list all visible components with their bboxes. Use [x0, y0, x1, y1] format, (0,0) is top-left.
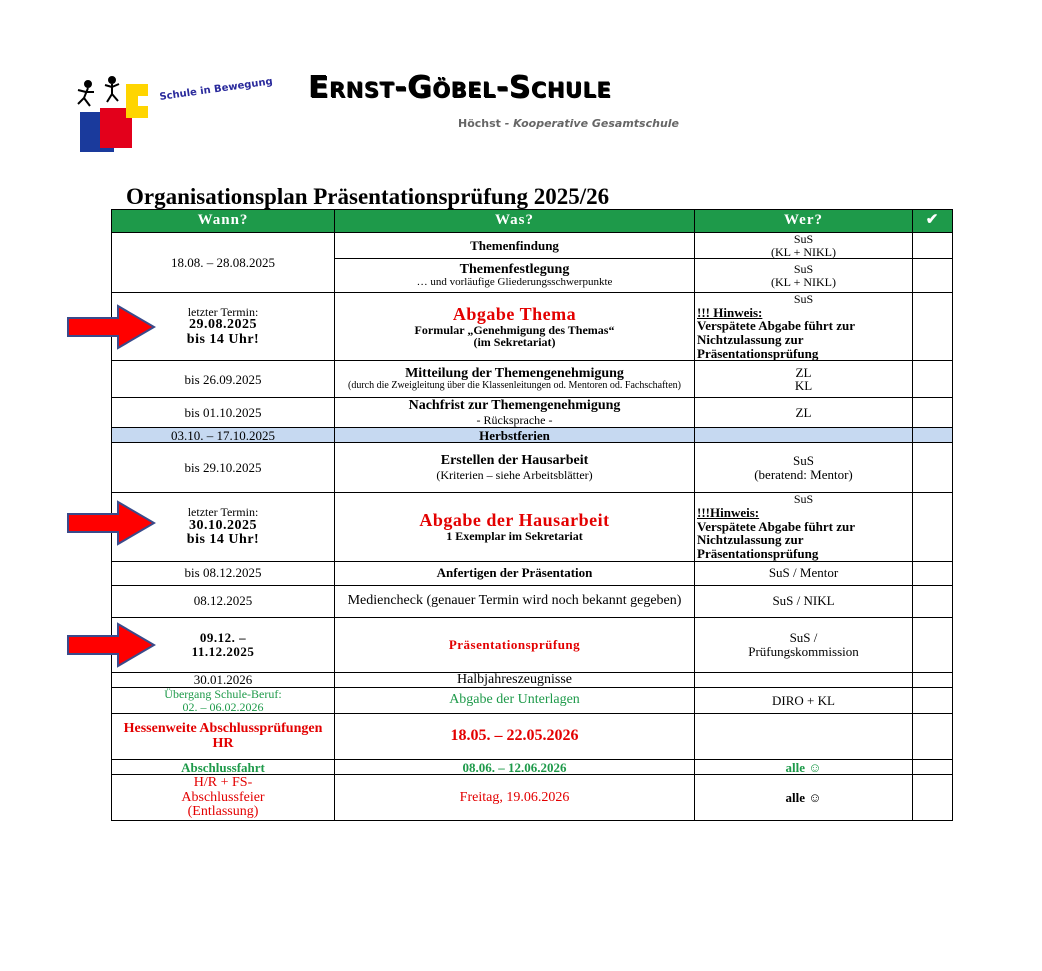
cell-wann: H/R + FS- Abschlussfeier (Entlassung): [112, 775, 335, 821]
red-arrow-icon: [66, 304, 156, 350]
task-subtitle: (Kriterien – siehe Arbeitsblätter): [436, 467, 593, 482]
deadline-time: bis 14 Uhr!: [186, 332, 260, 348]
cell-check: [913, 361, 953, 398]
cell-was: [335, 493, 695, 561]
cell-wer: [695, 672, 913, 688]
cell-was: 18.05. – 22.05.2026: [335, 714, 695, 760]
task-subtitle: (im Sekretariat): [473, 335, 556, 350]
task-title: Abgabe Thema: [452, 303, 577, 324]
document-title: Organisationsplan Präsentationsprüfung 2025/26: [126, 184, 610, 209]
cell-was: Herbstferien: [335, 428, 695, 443]
logo-slogan: Schule in Bewegung: [158, 76, 274, 103]
cell-wann: Hessenweite Abschlussprüfungen HR: [112, 714, 335, 760]
cell-wer: ZL: [695, 398, 913, 428]
cell-wer: SuS / Prüfungskommission: [695, 617, 913, 672]
task-title: Themenfestlegung: [459, 261, 570, 277]
cell-wer: [695, 493, 913, 561]
cell-was: 08.06. – 12.06.2026: [335, 760, 695, 775]
task-title: Nachfrist zur Themengenehmigung: [408, 398, 621, 414]
cell-wer: SuS (KL + NIKL): [695, 233, 913, 259]
cell-check: [913, 760, 953, 775]
deadline-time: bis 14 Uhr!: [186, 532, 260, 548]
cell-wann: 18.08. – 28.08.2025: [112, 233, 335, 293]
wer-value: SuS: [793, 292, 814, 307]
table-row: [112, 714, 953, 760]
cell-was: Präsentationsprüfung: [335, 617, 695, 672]
cell-check: [913, 493, 953, 561]
cell-was: [335, 443, 695, 493]
school-logo: [68, 70, 288, 154]
red-arrow-icon: [66, 622, 156, 668]
hint-text: Verspätete Abgabe führt zur Nichtzulassung zur Präsentationsprüfung: [697, 518, 855, 561]
cell-wer: alle ☺: [695, 775, 913, 821]
cell-wann: 30.01.2026: [112, 672, 335, 688]
deadline-date: 30.10.2025: [189, 517, 257, 533]
cell-wer: SuS (beratend: Mentor): [695, 443, 913, 493]
red-arrow-icon: [66, 500, 156, 546]
column-header-wann: Wann?: [112, 210, 335, 233]
table-row: [112, 493, 953, 561]
table-row: [112, 617, 953, 672]
cell-was: Mediencheck (genauer Termin wird noch bekannt gegeben): [335, 585, 695, 617]
cell-check: [913, 688, 953, 714]
wer-value: SuS: [793, 492, 814, 507]
cell-wer: ZL KL: [695, 361, 913, 398]
cell-check: [913, 293, 953, 361]
column-header-check: [913, 210, 953, 233]
cell-check: [913, 428, 953, 443]
cell-wann: bis 26.09.2025: [112, 361, 335, 398]
cell-wer: SuS / Mentor: [695, 561, 913, 585]
cell-wer: [695, 714, 913, 760]
organisation-plan-table: [111, 209, 953, 821]
cell-wann: 03.10. – 17.10.2025: [112, 428, 335, 443]
cell-wer: SuS / NIKL: [695, 585, 913, 617]
cell-wann: 09.12. – 11.12.2025: [112, 617, 335, 672]
cell-wann: bis 08.12.2025: [112, 561, 335, 585]
cell-check: [913, 585, 953, 617]
cell-check: [913, 561, 953, 585]
cell-check: [913, 398, 953, 428]
cell-was: [335, 398, 695, 428]
task-title: Mitteilung der Themengenehmigung: [405, 365, 624, 381]
task-subtitle: … und vorläufige Gliederungsschwerpunkte: [416, 276, 613, 289]
school-subtitle: [458, 117, 679, 130]
hint-label: !!! Hinweis:: [697, 304, 763, 320]
cell-was: [335, 293, 695, 361]
cell-check: [913, 233, 953, 259]
checkmark-icon: ✔: [925, 212, 940, 229]
table-row: [112, 233, 953, 259]
cell-check: [913, 443, 953, 493]
cell-wann: Abschlussfahrt: [112, 760, 335, 775]
deadline-date: 29.08.2025: [189, 317, 257, 333]
cell-was: [335, 259, 695, 293]
cell-was: Freitag, 19.06.2026: [335, 775, 695, 821]
cell-was: Anfertigen der Präsentation: [335, 561, 695, 585]
cell-wann: 08.12.2025: [112, 585, 335, 617]
cell-wer: [695, 428, 913, 443]
table-row-holiday: [112, 428, 953, 443]
task-subtitle: (durch die Zweigleitung über die Klassenleitungen od. Mentoren od. Fachschaften): [348, 380, 681, 392]
table-row: [112, 443, 953, 493]
task-subtitle: 1 Exemplar im Sekretariat: [446, 529, 583, 544]
table-row: [112, 688, 953, 714]
cell-check: [913, 617, 953, 672]
table-row: [112, 760, 953, 775]
task-subtitle: - Rücksprache -: [476, 412, 553, 427]
table-row: [112, 293, 953, 361]
deadline-label: letzter Termin:: [187, 504, 259, 519]
table-row: [112, 398, 953, 428]
school-type: - Kooperative Gesamtschule: [504, 117, 680, 130]
column-header-wer: Wer?: [695, 210, 913, 233]
table-row: [112, 561, 953, 585]
hint-text: Verspätete Abgabe führt zur Nichtzulassung zur Präsentationsprüfung: [697, 318, 855, 361]
cell-check: [913, 672, 953, 688]
cell-check: [913, 714, 953, 760]
school-place: Höchst: [458, 117, 501, 130]
cell-wann: bis 29.10.2025: [112, 443, 335, 493]
cell-wer: SuS (KL + NIKL): [695, 259, 913, 293]
deadline-label: letzter Termin:: [187, 304, 259, 319]
cell-wann: bis 01.10.2025: [112, 398, 335, 428]
cell-wer: alle ☺: [695, 760, 913, 775]
hint-label: !!!Hinweis:: [697, 504, 760, 520]
table-row: [112, 361, 953, 398]
cell-was: [335, 361, 695, 398]
cell-wer: [695, 293, 913, 361]
school-name: Ernst-Göbel-Schule: [308, 70, 612, 105]
cell-wer: DIRO + KL: [695, 688, 913, 714]
column-header-was: Was?: [335, 210, 695, 233]
cell-wann: Übergang Schule-Beruf: 02. – 06.02.2026: [112, 688, 335, 714]
table-header-row: [112, 210, 953, 233]
task-title: Abgabe der Hausarbeit: [419, 510, 610, 531]
table-row: [112, 585, 953, 617]
cell-check: [913, 775, 953, 821]
table-row: [112, 775, 953, 821]
cell-was: Abgabe der Unterlagen: [335, 688, 695, 714]
cell-check: [913, 259, 953, 293]
table-row: [112, 672, 953, 688]
task-title: Erstellen der Hausarbeit: [440, 453, 589, 469]
cell-was: Halbjahreszeugnisse: [335, 672, 695, 688]
cell-was: Themenfindung: [335, 233, 695, 259]
task-subtitle: Formular „Genehmigung des Themas“: [414, 322, 615, 337]
